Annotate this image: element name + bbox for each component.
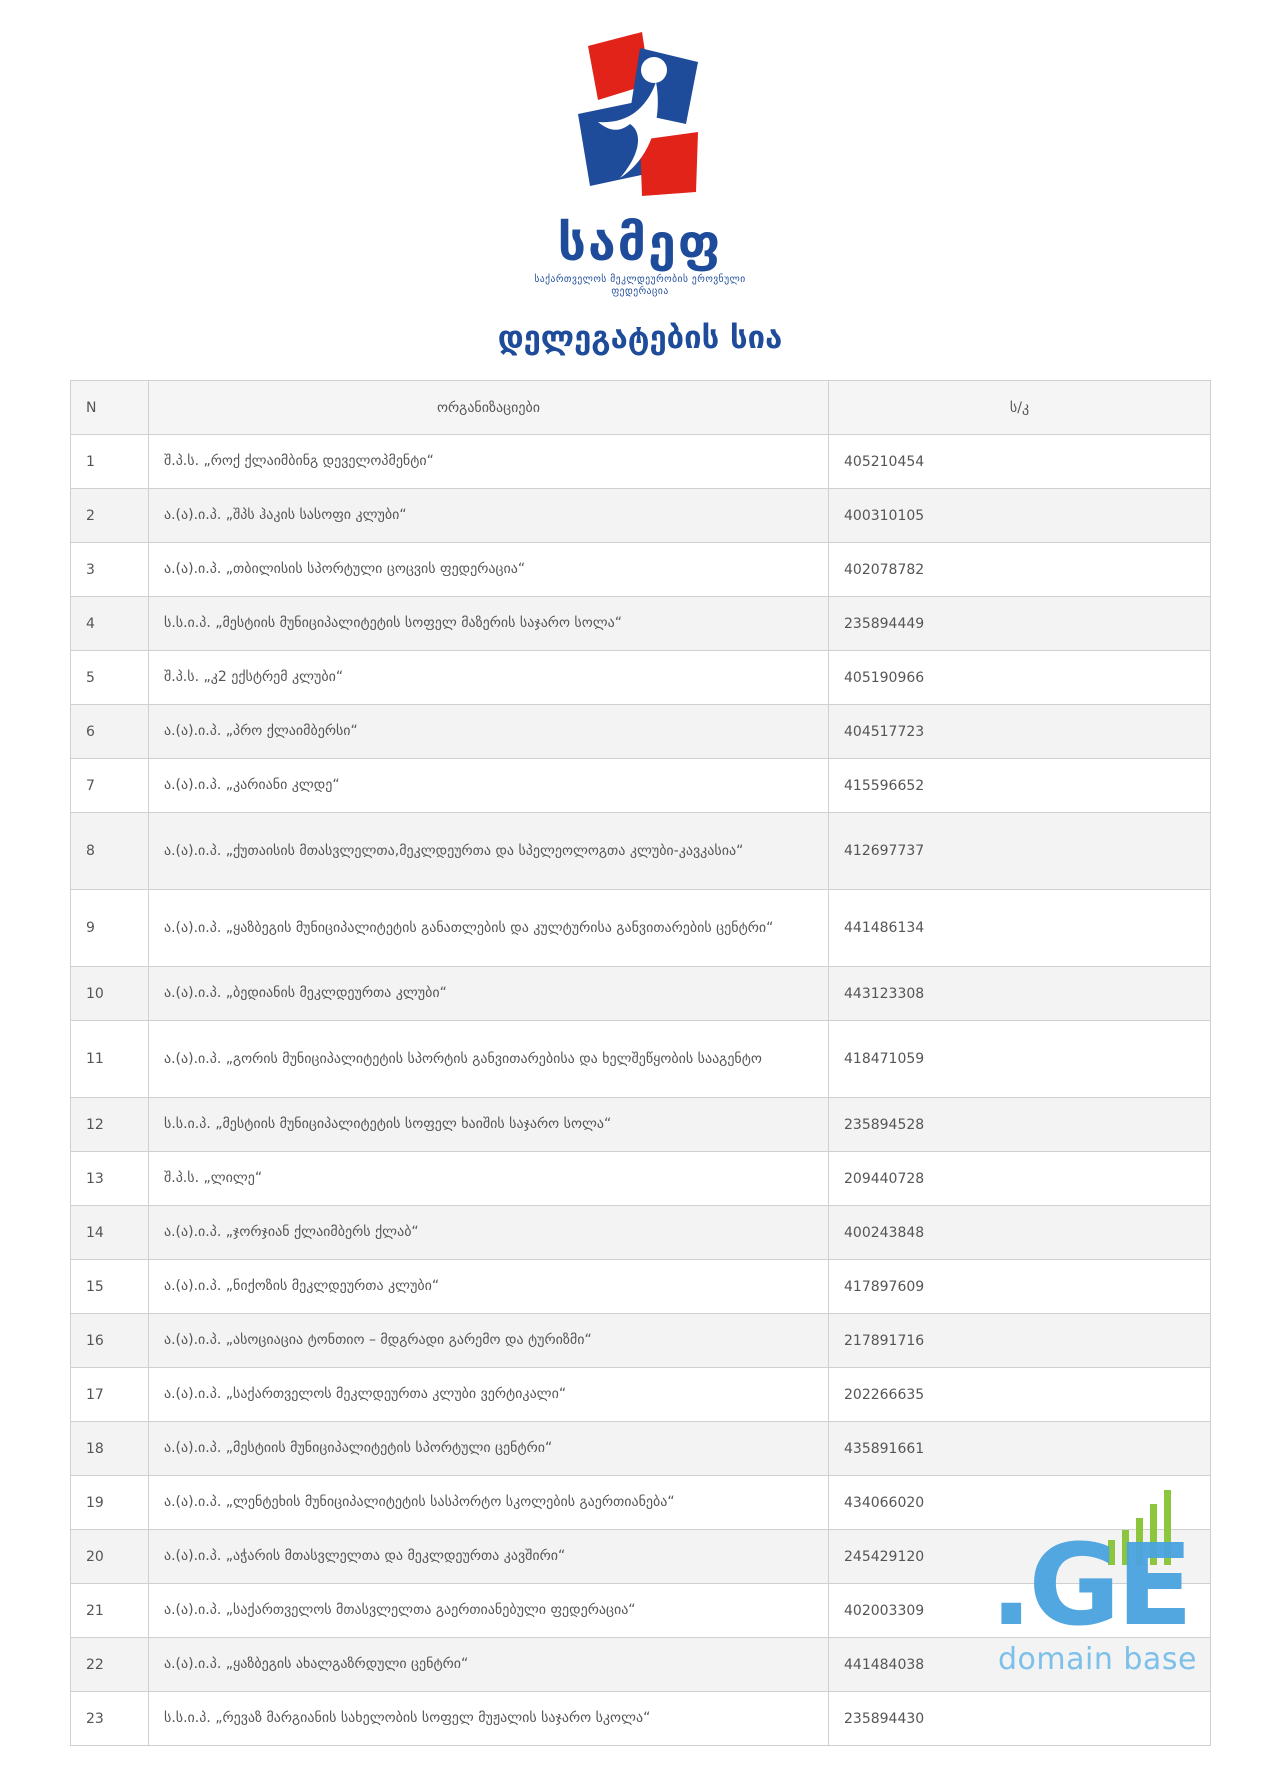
identification-code-cell: 400243848: [829, 1206, 1211, 1260]
organization-name-cell: ა.(ა).ი.პ. „პრო ქლაიმბერსი“: [149, 705, 829, 759]
row-number-cell: 15: [71, 1260, 149, 1314]
row-number-cell: 23: [71, 1692, 149, 1746]
organization-name-cell: შ.პ.ს. „კ2 ექსტრემ კლუბი“: [149, 651, 829, 705]
table-header-row: [71, 381, 1211, 435]
row-number-cell: 8: [71, 813, 149, 890]
table-row: [71, 597, 1211, 651]
identification-code-cell: 405210454: [829, 435, 1211, 489]
watermark-logo-text: .GE: [990, 1521, 1189, 1651]
table-row: [71, 705, 1211, 759]
table-row: [71, 1021, 1211, 1098]
row-number-cell: 1: [71, 435, 149, 489]
organization-name-cell: ა.(ა).ი.პ. „ქუთაისის მთასვლელთა,მეკლდეურთა და სპელეოლოგთა კლუბი-კავკასია“: [149, 813, 829, 890]
identification-code-cell: 415596652: [829, 759, 1211, 813]
identification-code-cell: 235894430: [829, 1692, 1211, 1746]
organization-name-cell: ა.(ა).ი.პ. „შპს ჰაკის სასოფი კლუბი“: [149, 489, 829, 543]
row-number-cell: 14: [71, 1206, 149, 1260]
watermark-subtitle: domain base: [998, 1642, 1197, 1677]
identification-code-cell: 217891716: [829, 1314, 1211, 1368]
row-number-cell: 2: [71, 489, 149, 543]
identification-code-cell: 441486134: [829, 890, 1211, 967]
organization-name-cell: შ.პ.ს. „როქ ქლაიმბინგ დეველოპმენტი“: [149, 435, 829, 489]
column-header-organization: ორგანიზაციები: [149, 381, 829, 435]
row-number-cell: 12: [71, 1098, 149, 1152]
table-row: [71, 489, 1211, 543]
organization-name-cell: ს.ს.ი.პ. „მესტიის მუნიციპალიტეტის სოფელ მაზერის საჯარო სოლა“: [149, 597, 829, 651]
column-header-id-code: ს/კ: [829, 381, 1211, 435]
organization-name-cell: ა.(ა).ი.პ. „გორის მუნიციპალიტეტის სპორტის განვითარებისა და ხელშეწყობის სააგენტო: [149, 1021, 829, 1098]
table-row: [71, 543, 1211, 597]
identification-code-cell: 400310105: [829, 489, 1211, 543]
climber-logo-icon: [570, 28, 710, 198]
row-number-cell: 6: [71, 705, 149, 759]
identification-code-cell: 435891661: [829, 1422, 1211, 1476]
row-number-cell: 5: [71, 651, 149, 705]
row-number-cell: 7: [71, 759, 149, 813]
table-row: [71, 1098, 1211, 1152]
organization-name-cell: ა.(ა).ი.პ. „აჭარის მთასვლელთა და მეკლდეურთა კავშირი“: [149, 1530, 829, 1584]
organization-name-cell: ს.ს.ი.პ. „მესტიის მუნიციპალიტეტის სოფელ ხაიშის საჯარო სოლა“: [149, 1098, 829, 1152]
identification-code-cell: 245429120: [829, 1530, 1211, 1584]
row-number-cell: 17: [71, 1368, 149, 1422]
organization-name-cell: შ.პ.ს. „ლილე“: [149, 1152, 829, 1206]
table-row: [71, 1422, 1211, 1476]
identification-code-cell: 417897609: [829, 1260, 1211, 1314]
identification-code-cell: 441484038: [829, 1638, 1211, 1692]
organization-name-cell: ა.(ა).ი.პ. „ჯორჯიან ქლაიმბერს ქლაბ“: [149, 1206, 829, 1260]
table-row: [71, 1152, 1211, 1206]
row-number-cell: 3: [71, 543, 149, 597]
table-row: [71, 651, 1211, 705]
organization-name-cell: ა.(ა).ი.პ. „მესტიის მუნიციპალიტეტის სპორტული ცენტრი“: [149, 1422, 829, 1476]
row-number-cell: 18: [71, 1422, 149, 1476]
identification-code-cell: 202266635: [829, 1368, 1211, 1422]
domain-base-watermark: [990, 1490, 1210, 1690]
table-row: [71, 759, 1211, 813]
organization-name-cell: ა.(ა).ი.პ. „ყაზბეგის მუნიციპალიტეტის განათლების და კულტურისა განვითარების ცენტრი“: [149, 890, 829, 967]
organization-name-cell: ა.(ა).ი.პ. „ასოციაცია ტონთიო – მდგრადი გარემო და ტურიზმი“: [149, 1314, 829, 1368]
table-row: [71, 1260, 1211, 1314]
identification-code-cell: 235894528: [829, 1098, 1211, 1152]
identification-code-cell: 235894449: [829, 597, 1211, 651]
table-row: [71, 1206, 1211, 1260]
table-row: [71, 435, 1211, 489]
row-number-cell: 16: [71, 1314, 149, 1368]
row-number-cell: 22: [71, 1638, 149, 1692]
identification-code-cell: 412697737: [829, 813, 1211, 890]
row-number-cell: 19: [71, 1476, 149, 1530]
identification-code-cell: 209440728: [829, 1152, 1211, 1206]
page-title: დელეგატების სია: [497, 320, 783, 356]
organization-name-cell: ა.(ა).ი.პ. „კარიანი კლდე“: [149, 759, 829, 813]
identification-code-cell: 434066020: [829, 1476, 1211, 1530]
table-row: [71, 967, 1211, 1021]
identification-code-cell: 418471059: [829, 1021, 1211, 1098]
organization-name-cell: ა.(ა).ი.პ. „ნიქოზის მეკლდეურთა კლუბი“: [149, 1260, 829, 1314]
organization-name-cell: ა.(ა).ი.პ. „ლენტეხის მუნიციპალიტეტის სასპორტო სკოლების გაერთიანება“: [149, 1476, 829, 1530]
table-row: [71, 1368, 1211, 1422]
column-header-number: N: [71, 381, 149, 435]
identification-code-cell: 404517723: [829, 705, 1211, 759]
row-number-cell: 20: [71, 1530, 149, 1584]
organization-name-cell: ა.(ა).ი.პ. „საქართველოს მთასვლელთა გაერთიანებული ფედერაცია“: [149, 1584, 829, 1638]
row-number-cell: 21: [71, 1584, 149, 1638]
row-number-cell: 10: [71, 967, 149, 1021]
table-row: [71, 1692, 1211, 1746]
organization-name-cell: ა.(ა).ი.პ. „ბედიანის მეკლდეურთა კლუბი“: [149, 967, 829, 1021]
organization-name-cell: ა.(ა).ი.პ. „ყაზბეგის ახალგაზრდული ცენტრი“: [149, 1638, 829, 1692]
org-full-name: საქართველოს მეკლდეურობის ეროვნული ფედერაცია: [534, 274, 746, 297]
row-number-cell: 4: [71, 597, 149, 651]
organization-name-cell: ს.ს.ი.პ. „რევაზ მარგიანის სახელობის სოფელ მუჟალის საჯარო სკოლა“: [149, 1692, 829, 1746]
logo-area: [0, 28, 1280, 298]
identification-code-cell: 405190966: [829, 651, 1211, 705]
row-number-cell: 13: [71, 1152, 149, 1206]
identification-code-cell: 402003309: [829, 1584, 1211, 1638]
identification-code-cell: 402078782: [829, 543, 1211, 597]
row-number-cell: 11: [71, 1021, 149, 1098]
org-acronym: სამეფ: [557, 214, 723, 272]
organization-name-cell: ა.(ა).ი.პ. „საქართველოს მეკლდეურთა კლუბი ვერტიკალი“: [149, 1368, 829, 1422]
table-row: [71, 813, 1211, 890]
row-number-cell: 9: [71, 890, 149, 967]
table-row: [71, 890, 1211, 967]
organization-name-cell: ა.(ა).ი.პ. „თბილისის სპორტული ცოცვის ფედერაცია“: [149, 543, 829, 597]
table-row: [71, 1314, 1211, 1368]
identification-code-cell: 443123308: [829, 967, 1211, 1021]
